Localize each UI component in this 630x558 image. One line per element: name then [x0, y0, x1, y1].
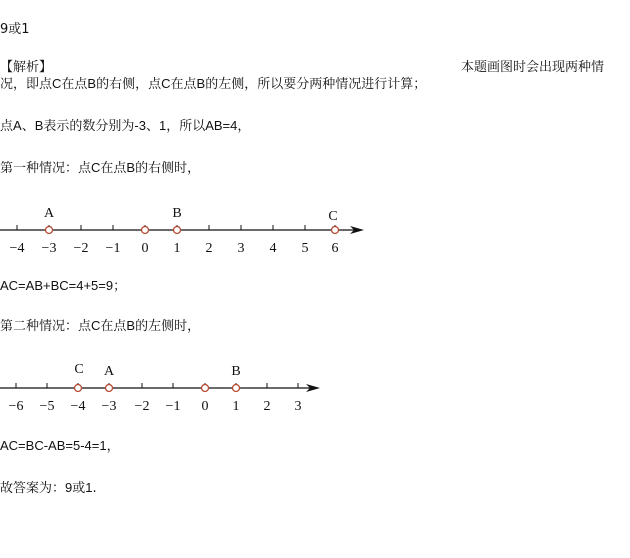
tick-label: 0	[201, 399, 209, 414]
origin-marker	[142, 227, 149, 234]
number-line-1	[0, 200, 380, 260]
point-symbol: B	[196, 76, 206, 91]
tick-label: −1	[165, 399, 181, 414]
tick-label: −3	[41, 241, 57, 256]
calc2-line	[0, 438, 120, 455]
point-symbol: B	[126, 160, 136, 175]
tick-label: −2	[73, 241, 89, 256]
point-b-marker	[174, 227, 181, 234]
text-segment: 在点	[170, 77, 197, 92]
answer-line	[0, 22, 30, 38]
calc2-expression: AC=BC-AB=5-4=1	[0, 438, 107, 453]
case2-heading	[0, 318, 200, 335]
ab-expression: AB=4	[205, 118, 238, 133]
point-symbol: C	[52, 76, 62, 91]
text-segment: 况，即点	[0, 77, 53, 92]
text-segment: .	[92, 481, 97, 496]
tick-label: −3	[101, 399, 117, 414]
point-symbol: B	[87, 76, 97, 91]
tick-label: −2	[134, 399, 150, 414]
point-symbol: C	[91, 318, 101, 333]
text-segment: 在点	[100, 161, 127, 176]
tick-label: −4	[70, 399, 86, 414]
point-label-b: B	[231, 364, 241, 379]
text-segment: ；	[113, 279, 127, 294]
point-symbol: A	[13, 118, 22, 133]
point-label-a: A	[43, 206, 55, 221]
tick-label: 2	[263, 399, 271, 414]
point-label-b: B	[172, 206, 182, 221]
text-segment: 点	[0, 119, 14, 134]
tick-label: 0	[141, 241, 149, 256]
tick-label: −1	[105, 241, 121, 256]
tick-label: −5	[39, 399, 55, 414]
point-label-c: C	[328, 209, 338, 224]
text-segment: 的左侧，所以要分两种情况进行计算；	[205, 77, 427, 92]
tick-label: 3	[237, 241, 245, 256]
text-segment: 的左侧时，	[135, 319, 201, 334]
tick-label: 2	[205, 241, 213, 256]
point-symbol: C	[91, 160, 101, 175]
text-segment: 第一种情况：点	[0, 161, 92, 176]
point-symbol: B	[126, 318, 136, 333]
calc1-expression: AC=AB+BC=4+5=9	[0, 278, 114, 293]
tick-label: −4	[9, 241, 25, 256]
tick-label: 1	[173, 241, 181, 256]
final-answer-line	[0, 480, 97, 497]
point-a-marker	[106, 385, 113, 392]
text-segment: 在点	[61, 77, 88, 92]
tick-label: 4	[269, 241, 277, 256]
tick-label: 3	[294, 399, 302, 414]
text-segment: 表示的数分别为	[43, 119, 135, 134]
point-b-marker	[233, 385, 240, 392]
text-segment: 、	[21, 119, 35, 134]
analysis-label: 【解析】	[0, 60, 53, 75]
point-c-marker	[332, 227, 339, 234]
point-symbol: B	[34, 118, 44, 133]
text-segment: 在点	[100, 319, 127, 334]
answer-text: 9或1	[0, 22, 30, 37]
tick-label: 1	[232, 399, 240, 414]
final-answer-value: 9或1	[65, 480, 93, 495]
values-text: -3、1	[134, 118, 167, 133]
text-segment: 的右侧，点	[96, 77, 162, 92]
text-segment: ，	[106, 439, 120, 454]
points-values-line	[0, 118, 250, 135]
point-a-marker	[46, 227, 53, 234]
analysis-line1-right: 本题画图时会出现两种情	[461, 60, 605, 75]
point-symbol: C	[161, 76, 171, 91]
tick-label: −6	[8, 399, 24, 414]
case1-heading	[0, 160, 200, 177]
text-segment: 故答案为：	[0, 481, 66, 496]
text-segment: 第二种情况：点	[0, 319, 92, 334]
analysis-line2	[0, 76, 426, 93]
origin-marker	[202, 385, 209, 392]
text-segment: ，所以	[166, 119, 206, 134]
point-c-marker	[75, 385, 82, 392]
number-line-2	[0, 358, 340, 418]
calc1-line	[0, 278, 126, 295]
tick-label: 5	[301, 241, 309, 256]
text-segment: 的右侧时，	[135, 161, 201, 176]
text-segment: ，	[237, 119, 251, 134]
tick-label: 6	[331, 241, 339, 256]
point-label-a: A	[103, 364, 115, 379]
tick-marks	[16, 383, 298, 388]
point-label-c: C	[74, 362, 84, 377]
